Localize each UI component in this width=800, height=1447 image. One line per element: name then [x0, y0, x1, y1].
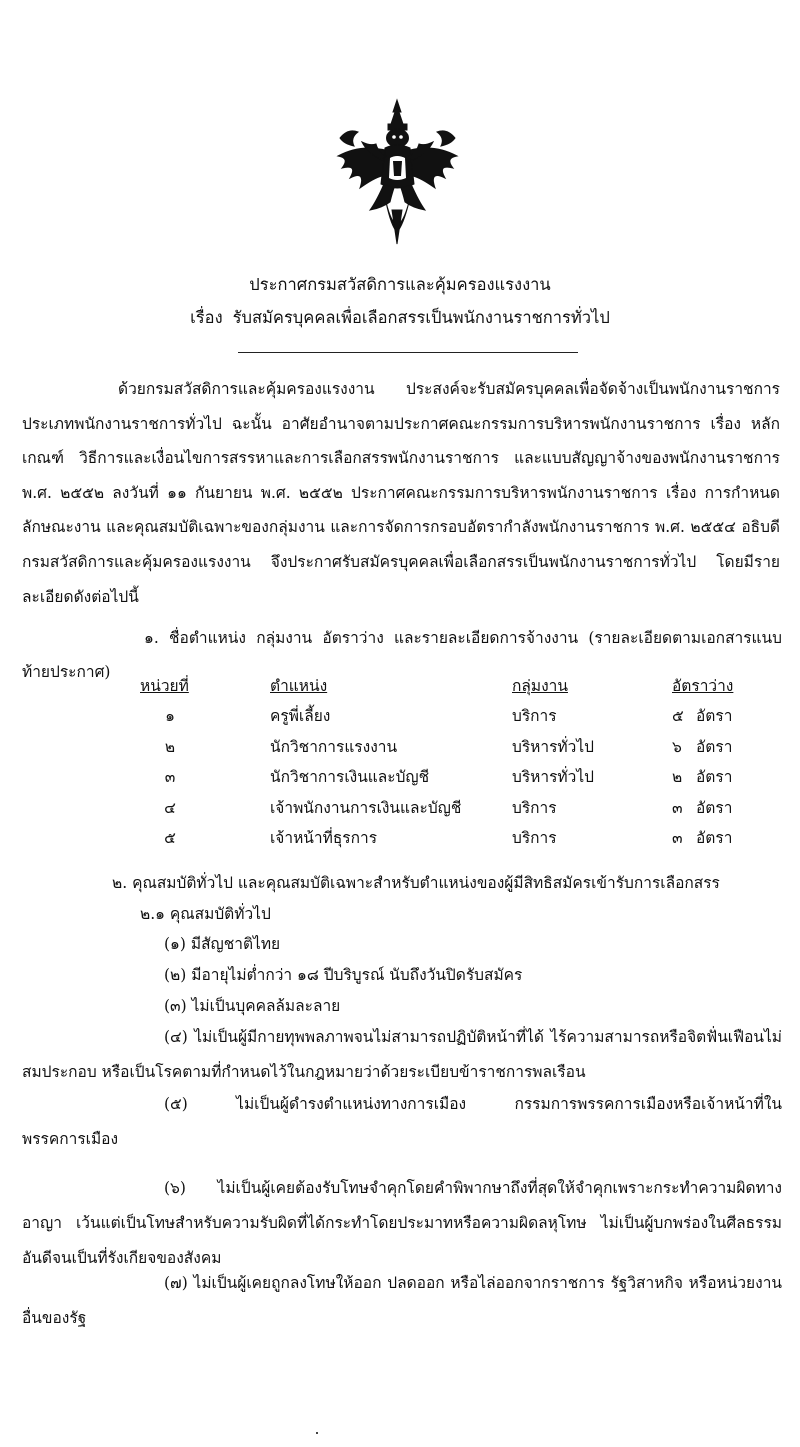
section1-heading: ๑. ชื่อตำแหน่ง กลุ่มงาน อัตราว่าง และรายละเอียดการจ้างงาน (รายละเอียดตามเอกสารแนบท้ายประกาศ): [22, 629, 782, 681]
vacancy-count: ๓: [672, 798, 683, 817]
section2-sub-heading: ๒.๑ คุณสมบัติทั่วไป: [140, 905, 271, 923]
vacancy-unit: อัตรา: [696, 829, 733, 848]
section2-heading: ๒. คุณสมบัติทั่วไป และคุณสมบัติเฉพาะสำหรับตำแหน่งของผู้มีสิทธิสมัครเข้ารับการเลือกสรร: [112, 874, 720, 892]
scan-speck: [316, 1432, 318, 1434]
cell-vacancy: [672, 792, 772, 823]
positions-table: [140, 670, 772, 853]
qualification-item-3: (๓) ไม่เป็นบุคคลล้มละลาย: [164, 997, 341, 1015]
qualification-item-1: (๑) มีสัญชาติไทย: [164, 935, 281, 953]
qualification-item-4: (๔) ไม่เป็นผู้มีกายทุพพลภาพจนไม่สามารถปฏิบัติหน้าที่ได้ ไร้ความสามารถหรือจิตฟั่นเฟือนไม่สมประกอบ หรือเป็นโรคตามที่กำหนดไว้ในกฎหมายว่าด้วยระเบียบข้าราชการพลเรือน: [22, 1028, 782, 1081]
table-row: [140, 823, 772, 854]
cell-position: นักวิชาการเงินและบัญชี: [270, 768, 430, 787]
table-row: [140, 762, 772, 793]
table-row: [140, 792, 772, 823]
cell-vacancy: [672, 823, 772, 854]
announcement-subject-line: [0, 301, 800, 334]
vacancy-count: ๒: [672, 768, 683, 787]
col-header-position: ตำแหน่ง: [270, 676, 328, 695]
qualification-item-6: (๖) ไม่เป็นผู้เคยต้องรับโทษจำคุกโดยคำพิพากษาถึงที่สุดให้จำคุกเพราะกระทำความผิดทางอาญา เว้นแต่เป็นโทษสำหรับความรับผิดที่ได้กระทำโดยประมาทหรือความผิดลหุโทษ ไม่เป็นผู้บกพร่องในศีลธรรมอันดีจนเป็นที่รังเกียจของสังคม: [22, 1179, 782, 1267]
cell-group: บริการ: [512, 829, 557, 848]
cell-unit: ๒: [164, 737, 176, 756]
garuda-emblem-icon: [330, 98, 465, 248]
qualification-item-2: (๒) มีอายุไม่ต่ำกว่า ๑๘ ปีบริบูรณ์ นับถึงวันปิดรับสมัคร: [164, 966, 523, 984]
announcement-title: ประกาศกรมสวัสดิการและคุ้มครองแรงงาน: [249, 275, 551, 294]
cell-position: เจ้าหน้าที่ธุรการ: [270, 829, 378, 848]
cell-vacancy: [672, 731, 772, 762]
cell-position: นักวิชาการแรงงาน: [270, 737, 398, 756]
cell-vacancy: [672, 762, 772, 793]
cell-unit: ๕: [164, 829, 176, 848]
vacancy-unit: อัตรา: [696, 707, 733, 726]
vacancy-unit: อัตรา: [696, 737, 733, 756]
cell-group: บริหารทั่วไป: [512, 768, 594, 787]
cell-unit: ๔: [164, 798, 176, 817]
vacancy-unit: อัตรา: [696, 768, 733, 787]
col-header-unit: หน่วยที่: [140, 676, 189, 695]
cell-unit: ๓: [164, 768, 176, 787]
cell-position: ครูพี่เลี้ยง: [270, 707, 331, 726]
cell-position: เจ้าพนักงานการเงินและบัญชี: [270, 798, 462, 817]
table-row: [140, 731, 772, 762]
vacancy-count: ๕: [672, 707, 684, 726]
cell-group: บริหารทั่วไป: [512, 737, 594, 756]
col-header-vacancy: อัตราว่าง: [672, 676, 734, 695]
col-header-group: กลุ่มงาน: [512, 676, 568, 695]
cell-group: บริการ: [512, 798, 557, 817]
cell-unit: ๑: [165, 707, 175, 726]
table-header-row: [140, 670, 772, 701]
vacancy-count: ๖: [672, 737, 682, 756]
table-row: [140, 701, 772, 732]
subject-label: เรื่อง: [190, 308, 223, 327]
title-divider: [238, 352, 578, 353]
vacancy-count: ๓: [672, 829, 683, 848]
cell-group: บริการ: [512, 707, 557, 726]
vacancy-unit: อัตรา: [696, 798, 733, 817]
cell-vacancy: [672, 701, 772, 732]
announcement-title-block: [0, 268, 800, 334]
intro-paragraph: ด้วยกรมสวัสดิการและคุ้มครองแรงงาน ประสงค์จะรับสมัครบุคคลเพื่อจัดจ้างเป็นพนักงานราชการประเภทพนักงานราชการทั่วไป ฉะนั้น อาศัยอำนาจตามประกาศคณะกรรมการบริหารพนักงานราชการ เรื่อง หลักเกณฑ์ วิธีการและเงื่อนไขการสรรหาและการเลือกสรรพนักงานราชการ และแบบสัญญาจ้างของพนักงานราชการ พ.ศ. ๒๕๕๒ ลงวันที่ ๑๑ กันยายน พ.ศ. ๒๕๕๒ ประกาศคณะกรรมการบริหารพนักงานราชการ เรื่อง การกำหนดลักษณะงาน และคุณสมบัติเฉพาะของกลุ่มงาน และการจัดการกรอบอัตรากำลังพนักงานราชการ พ.ศ. ๒๕๕๔ อธิบดีกรมสวัสดิการและคุ้มครองแรงงาน จึงประกาศรับสมัครบุคคลเพื่อเลือกสรรเป็นพนักงานราชการทั่วไป โดยมีรายละเอียดดังต่อไปนี้: [22, 380, 780, 606]
qualification-item-7: (๗) ไม่เป็นผู้เคยถูกลงโทษให้ออก ปลดออก หรือไล่ออกจากราชการ รัฐวิสาหกิจ หรือหน่วยงานอื่นของรัฐ: [22, 1274, 782, 1327]
subject-text: รับสมัครบุคคลเพื่อเลือกสรรเป็นพนักงานราชการทั่วไป: [232, 308, 610, 327]
qualification-item-5: (๕) ไม่เป็นผู้ดำรงตำแหน่งทางการเมือง กรรมการพรรคการเมืองหรือเจ้าหน้าที่ในพรรคการเมือง: [22, 1095, 782, 1148]
